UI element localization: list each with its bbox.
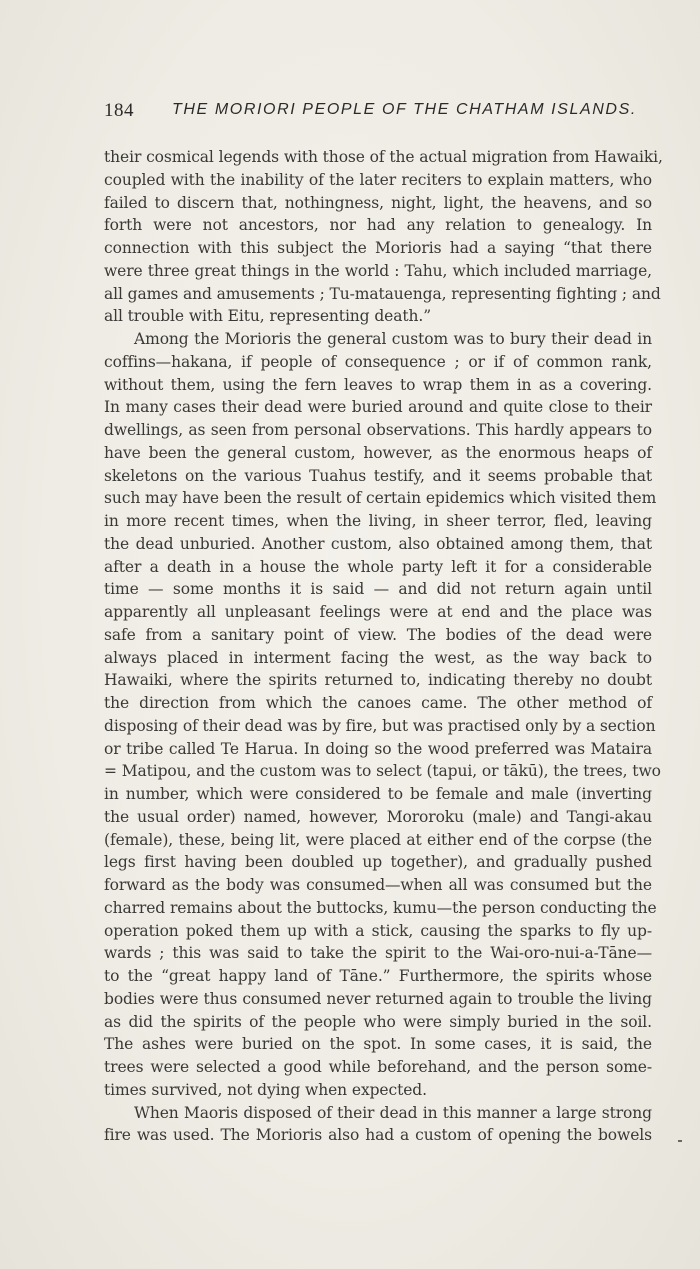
text-line: legs first having been doubled up together), and gradually pushed: [104, 853, 652, 872]
text-line: always placed in interment facing the west, as the way back to: [104, 648, 652, 667]
text-line: coffins—hakana, if people of consequence ; or if of common rank,: [104, 352, 652, 371]
text-line: trees were selected a good while beforehand, and the person some-: [104, 1058, 652, 1076]
text-line: to the “great happy land of Tāne.” Furthermore, the spirits whose: [104, 967, 652, 985]
text-line: their cosmical legends with those of the actual migration from Hawaiki,: [104, 148, 663, 166]
text-line: after a death in a house the whole party left it for a considerable: [104, 557, 652, 576]
text-line: forth were not ancestors, nor had any relation to genealogy. In: [104, 216, 652, 235]
text-line: The ashes were buried on the spot. In some cases, it is said, the: [104, 1035, 652, 1054]
text-line: all games and amusements ; Tu-matauenga, representing fighting ; and: [104, 284, 661, 303]
text-line: coupled with the inability of the later reciters to explain matters, who: [104, 170, 652, 189]
text-line: apparently all unpleasant feelings were at end and the place was: [104, 603, 652, 621]
text-line: Among the Morioris the general custom was to bury their dead in: [134, 330, 652, 348]
text-line: (female), these, being lit, were placed at either end of the corpse (the: [104, 830, 652, 849]
text-line: have been the general custom, however, as the enormous heaps of: [104, 443, 652, 462]
text-line: in number, which were considered to be female and male (inverting: [104, 785, 652, 803]
text-line: bodies were thus consumed never returned again to trouble the living: [104, 989, 652, 1008]
text-line: or tribe called Te Harua. In doing so the wood preferred was Mataira: [104, 739, 652, 758]
margin-mark: [678, 1140, 682, 1142]
text-line: dwellings, as seen from personal observations. This hardly appears to: [104, 421, 652, 439]
page-header: [104, 100, 664, 128]
text-line: wards ; this was said to take the spirit to the Wai-oro-nui-a-Tāne—: [104, 944, 652, 963]
text-line: all trouble with Eitu, representing death.”: [104, 307, 432, 326]
text-line: without them, using the fern leaves to wrap them in as a covering.: [104, 375, 652, 394]
body-text: [104, 146, 663, 1147]
text-line: When Maoris disposed of their dead in this manner a large strong: [134, 1103, 652, 1122]
text-line: time — some months it is said — and did not return again until: [104, 580, 652, 599]
text-line: forward as the body was consumed—when all was consumed but the: [104, 876, 652, 894]
text-line: connection with this subject the Morioris had a saying “that there: [104, 239, 652, 257]
text-line: In many cases their dead were buried around and quite close to their: [104, 398, 652, 417]
text-line: the dead unburied. Another custom, also obtained among them, that: [104, 534, 652, 553]
text-line: the direction from which the canoes came. The other method of: [104, 694, 652, 712]
text-line: fire was used. The Morioris also had a custom of opening the bowels: [104, 1126, 652, 1145]
text-line: as did the spirits of the people who were simply buried in the soil.: [104, 1012, 652, 1031]
text-line: skeletons on the various Tuahus testify, and it seems probable that: [104, 466, 652, 485]
text-line: times survived, not dying when expected.: [104, 1080, 427, 1099]
text-line: disposing of their dead was by fire, but was practised only by a section: [104, 716, 656, 735]
running-title: THE MORIORI PEOPLE OF THE CHATHAM ISLANDS.: [172, 101, 637, 118]
text-line: failed to discern that, nothingness, night, light, the heavens, and so: [104, 193, 652, 212]
page-number: 184: [104, 100, 134, 121]
text-line: were three great things in the world : Tahu, which included marriage,: [104, 261, 652, 280]
text-line: Hawaiki, where the spirits returned to, indicating thereby no doubt: [104, 671, 652, 690]
text-line: operation poked them up with a stick, causing the sparks to fly up-: [104, 921, 652, 940]
text-line: = Matipou, and the custom was to select (tapui, or tākū), the trees, two: [104, 762, 661, 781]
text-line: charred remains about the buttocks, kumu—the person conducting the: [104, 898, 657, 917]
text-line: such may have been the result of certain epidemics which visited them: [104, 489, 657, 508]
text-line: safe from a sanitary point of view. The bodies of the dead were: [104, 625, 652, 644]
text-line: in more recent times, when the living, in sheer terror, fled, leaving: [104, 512, 652, 530]
text-line: the usual order) named, however, Mororoku (male) and Tangi-akau: [104, 807, 652, 826]
